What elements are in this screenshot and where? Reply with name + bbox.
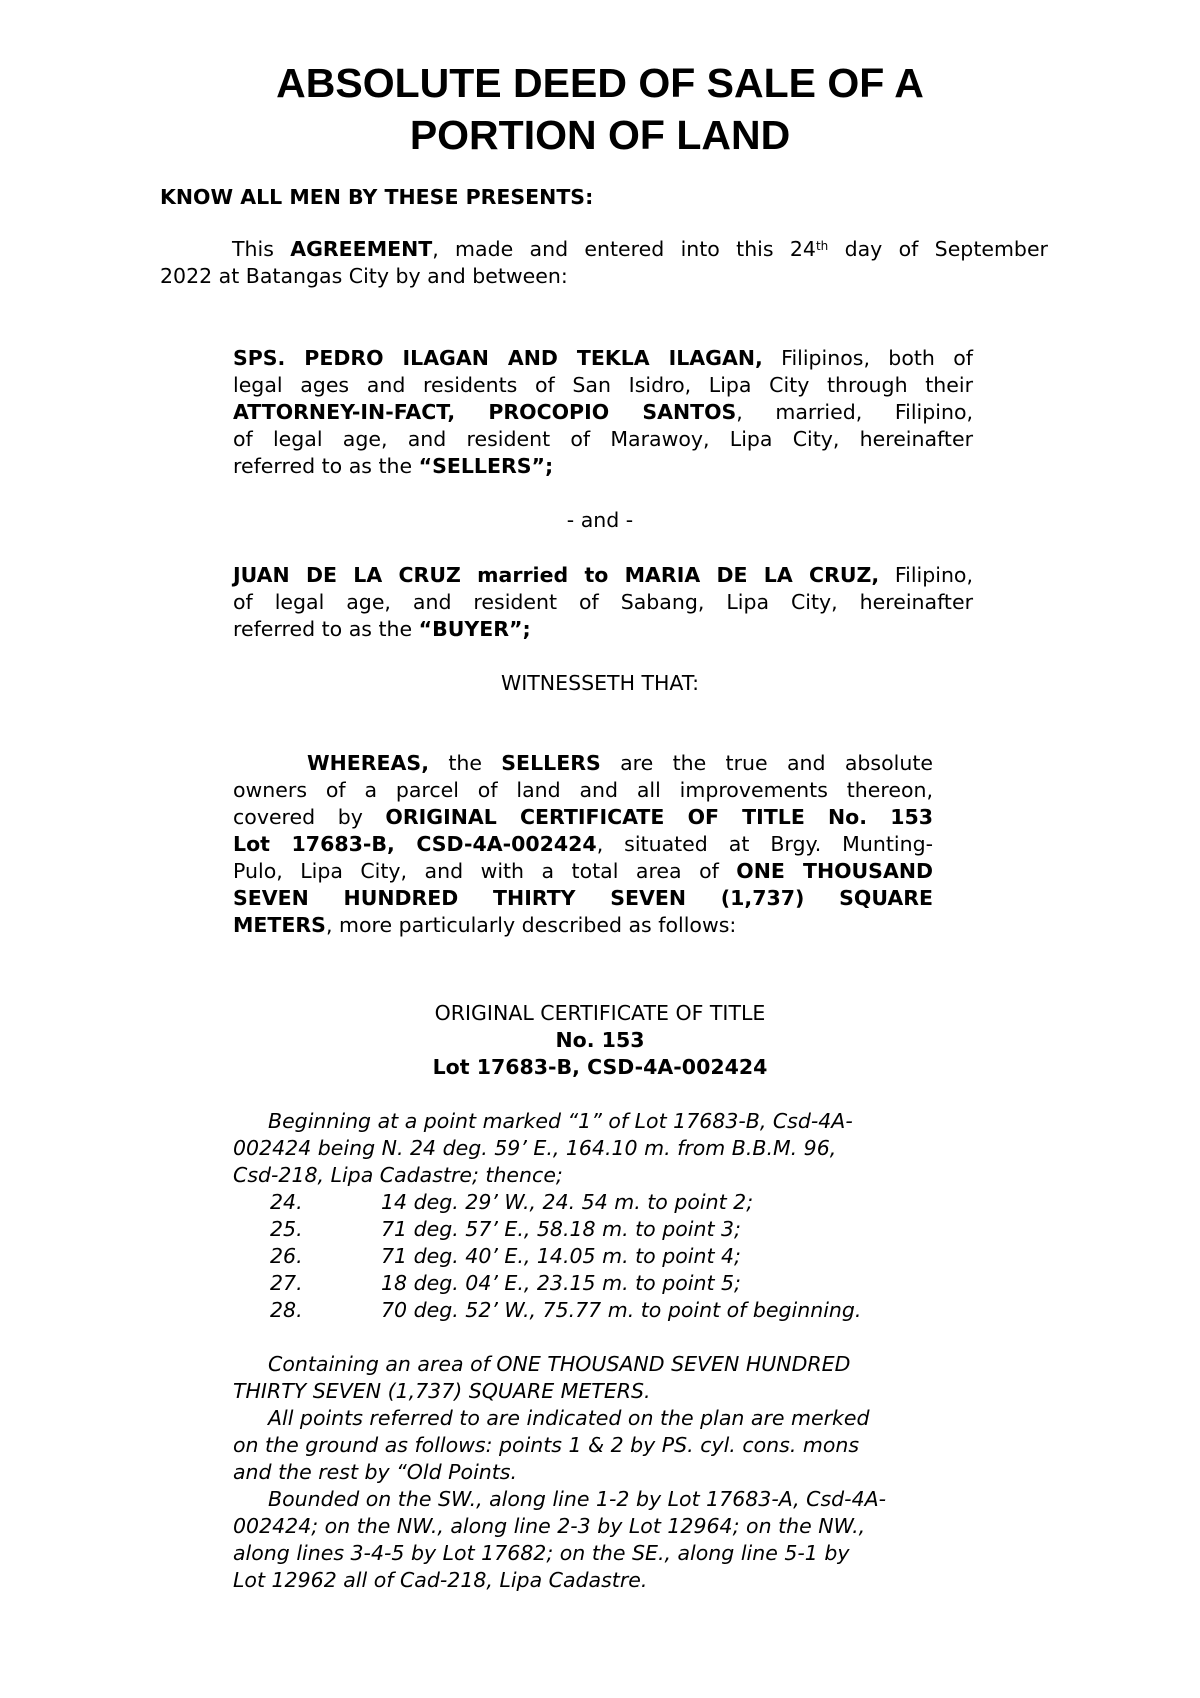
- know-all-heading: KNOW ALL MEN BY THESE PRESENTS:: [160, 185, 594, 209]
- bearing-number: 25.: [270, 1217, 303, 1241]
- intro-line-1: This AGREEMENT, made and entered into this 24th day of September: [232, 237, 1048, 261]
- list-item: [0, 1270, 1200, 1297]
- whereas-line-2: owners of a parcel of land and all improvements thereon,: [233, 778, 933, 802]
- tech-bound-line-4: Lot 12962 all of Cad-218, Lipa Cadastre.: [233, 1568, 648, 1592]
- document-title-line-2: PORTION OF LAND: [409, 112, 791, 158]
- whereas-line-6: SEVEN HUNDRED THIRTY SEVEN (1,737) SQUARE: [233, 886, 933, 910]
- whereas-line-5: Pulo, Lipa City, and with a total area of ONE THOUSAND: [233, 859, 933, 883]
- bearing-text: 14 deg. 29’ W., 24. 54 m. to point 2;: [381, 1190, 754, 1214]
- tech-contain-line-1: Containing an area of ONE THOUSAND SEVEN HUNDRED: [268, 1352, 851, 1376]
- tech-begin-line-2: 002424 being N. 24 deg. 59’ E., 164.10 m. from B.B.M. 96,: [233, 1136, 837, 1160]
- tech-contain-line-2: THIRTY SEVEN (1,737) SQUARE METERS.: [233, 1379, 651, 1403]
- tech-bound-line-2: 002424; on the NW., along line 2-3 by Lot 12964; on the NW.,: [233, 1514, 866, 1538]
- and-separator: - and -: [566, 508, 634, 532]
- list-item: [0, 1189, 1200, 1216]
- oct-heading-line-2: No. 153: [555, 1028, 645, 1052]
- sellers-line-1: SPS. PEDRO ILAGAN AND TEKLA ILAGAN, Filipinos, both of: [233, 346, 973, 370]
- bearing-number: 27.: [270, 1271, 303, 1295]
- bearing-text: 71 deg. 57’ E., 58.18 m. to point 3;: [381, 1217, 741, 1241]
- whereas-line-1: WHEREAS, the SELLERS are the true and absolute: [307, 751, 933, 775]
- whereas-line-3: covered by ORIGINAL CERTIFICATE OF TITLE No. 153: [233, 805, 933, 829]
- document-title-line-1: ABSOLUTE DEED OF SALE OF A: [276, 60, 924, 106]
- sellers-line-5: referred to as the “SELLERS”;: [233, 454, 554, 478]
- bearing-text: 18 deg. 04’ E., 23.15 m. to point 5;: [381, 1271, 741, 1295]
- whereas-line-7: METERS, more particularly described as follows:: [233, 913, 737, 937]
- sellers-line-3: ATTORNEY-IN-FACT, PROCOPIO SANTOS, married, Filipino,: [233, 400, 973, 424]
- bearing-number: 28.: [270, 1298, 303, 1322]
- buyer-line-1: JUAN DE LA CRUZ married to MARIA DE LA CRUZ, Filipino,: [233, 563, 973, 587]
- list-item: [0, 1297, 1200, 1324]
- bearing-text: 71 deg. 40’ E., 14.05 m. to point 4;: [381, 1244, 741, 1268]
- buyer-line-3: referred to as the “BUYER”;: [233, 617, 531, 641]
- witnesseth-heading: WITNESSETH THAT:: [500, 671, 700, 695]
- whereas-line-4: Lot 17683-B, CSD-4A-002424, situated at Brgy. Munting-: [233, 832, 933, 856]
- tech-begin-line-3: Csd-218, Lipa Cadastre; thence;: [233, 1163, 563, 1187]
- bearing-number: 24.: [270, 1190, 303, 1214]
- tech-points-line-1: All points referred to are indicated on the plan are merked: [268, 1406, 870, 1430]
- sellers-line-4: of legal age, and resident of Marawoy, Lipa City, hereinafter: [233, 427, 973, 451]
- tech-points-line-2: on the ground as follows: points 1 & 2 by PS. cyl. cons. mons: [233, 1433, 860, 1457]
- bearing-number: 26.: [270, 1244, 303, 1268]
- sellers-line-2: legal ages and residents of San Isidro, Lipa City through their: [233, 373, 973, 397]
- bearing-text: 70 deg. 52’ W., 75.77 m. to point of beginning.: [381, 1298, 862, 1322]
- tech-points-line-3: and the rest by “Old Points.: [233, 1460, 517, 1484]
- intro-line-2: 2022 at Batangas City by and between:: [160, 264, 568, 288]
- list-item: [0, 1243, 1200, 1270]
- tech-bound-line-1: Bounded on the SW., along line 1-2 by Lot 17683-A, Csd-4A-: [268, 1487, 887, 1511]
- tech-bound-line-3: along lines 3-4-5 by Lot 17682; on the SE., along line 5-1 by: [233, 1541, 850, 1565]
- list-item: [0, 1216, 1200, 1243]
- buyer-line-2: of legal age, and resident of Sabang, Lipa City, hereinafter: [233, 590, 973, 614]
- oct-heading-line-1: ORIGINAL CERTIFICATE OF TITLE: [434, 1001, 766, 1025]
- oct-heading-line-3: Lot 17683-B, CSD-4A-002424: [432, 1055, 768, 1079]
- tech-begin-line-1: Beginning at a point marked “1” of Lot 17683-B, Csd-4A-: [268, 1109, 853, 1133]
